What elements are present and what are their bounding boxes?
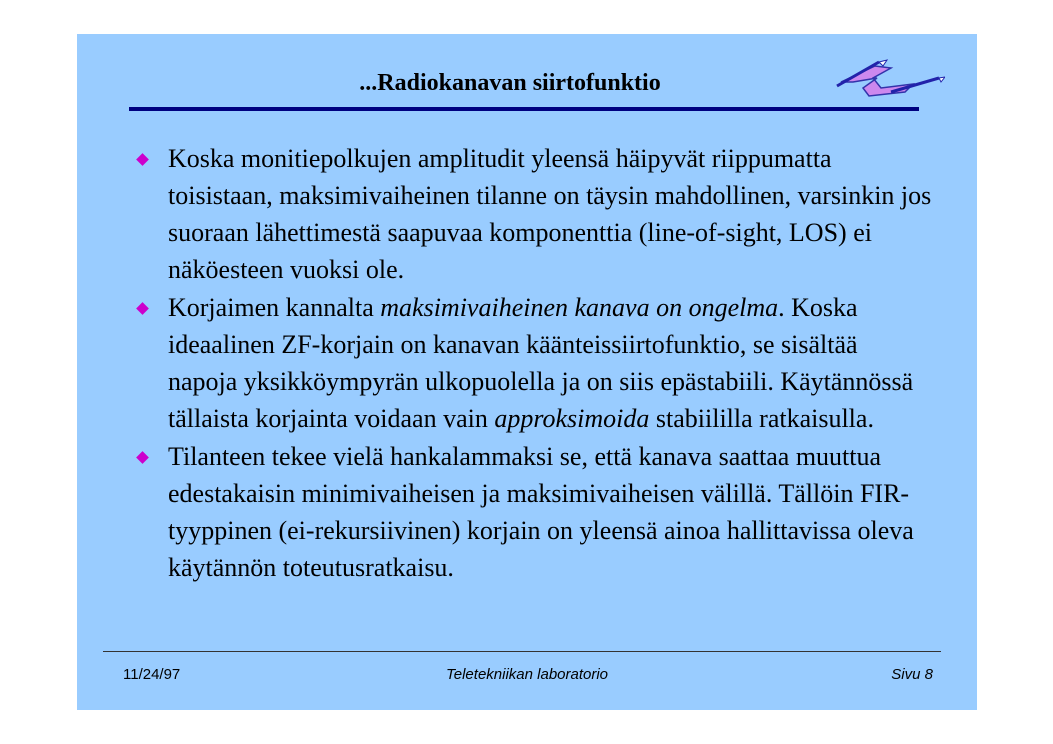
bullet-item xyxy=(133,438,933,586)
bullet-text: Tilanteen tekee vielä hankalammaksi se, että kanava saattaa muuttua edestakaisin minimivaiheisen ja maksimivaiheisen välillä. Tällöin FIR-tyyppinen (ei-rekursiivinen) korjain on yleensä ainoa hallittavissa oleva käytännön toteutusratkaisu. xyxy=(168,442,914,582)
footer-divider xyxy=(103,651,941,652)
bullet-text-suffix: stabiililla ratkaisulla. xyxy=(649,404,874,433)
bullet-item xyxy=(133,140,933,288)
footer-page-number: Sivu 8 xyxy=(891,666,933,683)
bullet-list xyxy=(133,140,933,587)
diamond-bullet-icon xyxy=(136,451,149,464)
title-underline xyxy=(129,107,919,111)
bullet-text: Koska monitiepolkujen amplitudit yleensä häipyvät riippumatta toisistaan, maksimivaiheinen tilanne on täysin mahdollinen, varsinkin jos suoraan lähettimestä saapuvaa komponenttia (line-of-sight, LOS) ei näköesteen vuoksi ole. xyxy=(168,144,932,284)
diamond-bullet-icon xyxy=(136,302,149,315)
bullet-text-prefix: Korjaimen kannalta xyxy=(168,293,381,322)
bullet-emphasis: approksimoida xyxy=(494,404,650,433)
slide-title: ...Radiokanavan siirtofunktio xyxy=(359,70,661,96)
zigzag-arrow-logo-icon xyxy=(833,52,945,100)
slide xyxy=(77,34,977,710)
footer-lab-name: Teletekniikan laboratorio xyxy=(445,666,609,683)
diamond-bullet-icon xyxy=(136,153,149,166)
bullet-item xyxy=(133,289,933,437)
bullet-emphasis: maksimivaiheinen kanava on ongelma xyxy=(380,293,779,322)
bullet-text-middle: . Koska ideaalinen ZF-korjain on kanavan käänteissiirtofunktio, se sisältää napoja yksikköympyrän ulkopuolella ja on siis epästabiili. Käytännössä tällaista korjainta voidaan vain xyxy=(168,293,914,433)
footer-date: 11/24/97 xyxy=(123,666,181,683)
